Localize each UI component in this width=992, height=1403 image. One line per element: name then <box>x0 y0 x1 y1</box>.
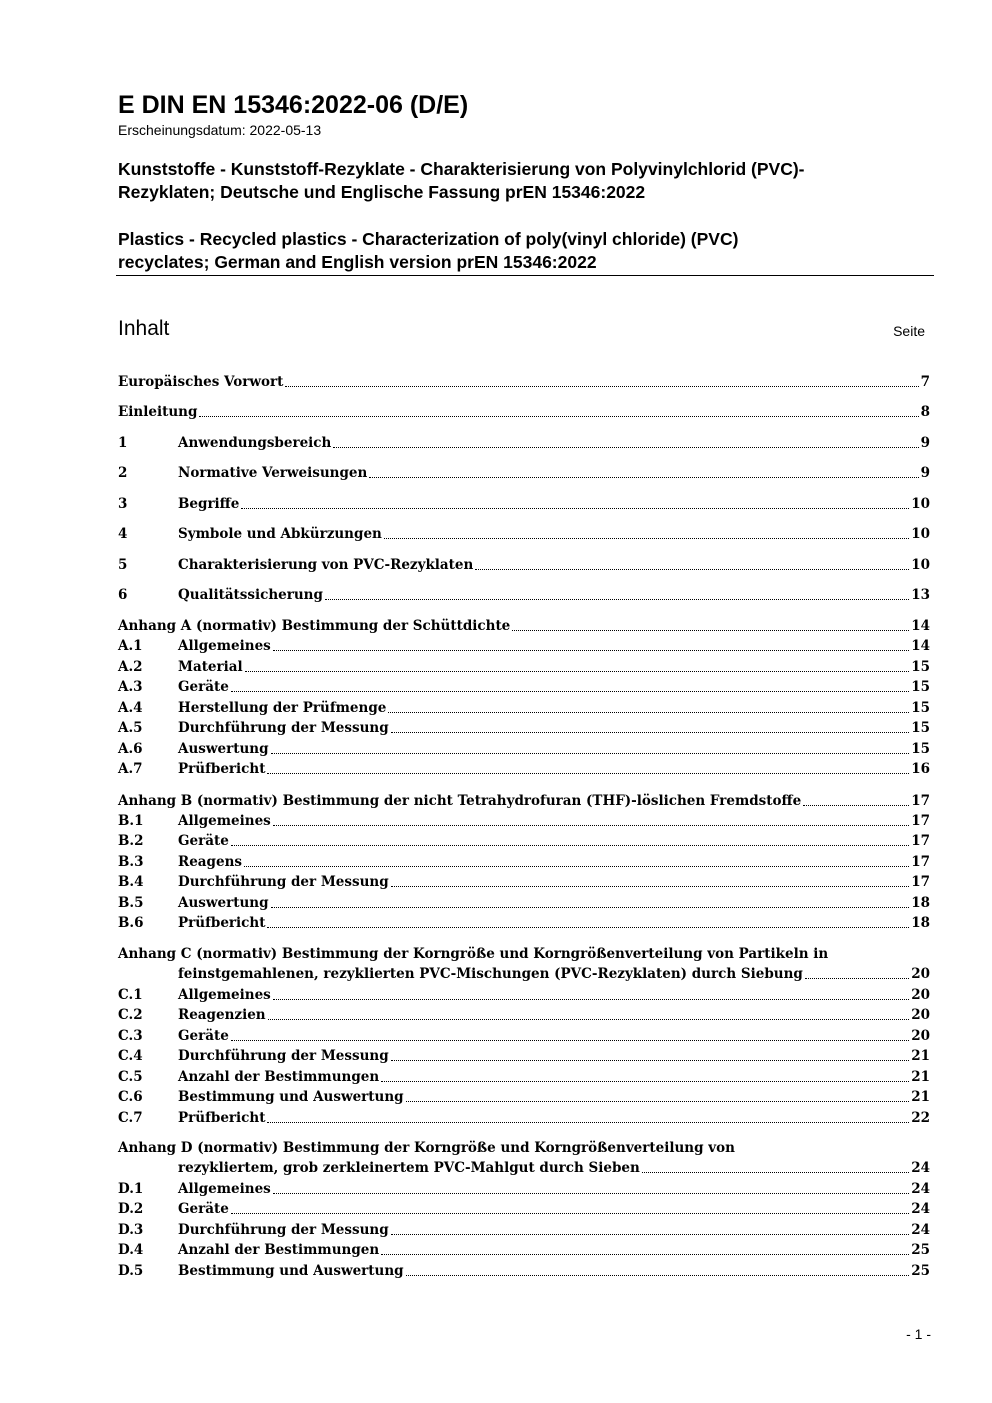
toc-entry-page: 21 <box>911 1048 930 1064</box>
toc-leader-dots <box>391 1060 910 1061</box>
title-german <box>118 158 938 204</box>
toc-entry-number: C.3 <box>118 1028 143 1044</box>
toc-entry[interactable] <box>118 616 930 636</box>
toc-leader-dots <box>325 599 909 600</box>
toc-leader-dots <box>244 866 909 867</box>
toc-entry-number: B.2 <box>118 833 144 849</box>
toc-entry[interactable] <box>118 1108 930 1128</box>
toc-entry-page: 10 <box>911 496 930 512</box>
toc-entry-title: Geräte <box>178 833 229 849</box>
toc-entry-title: Reagenzien <box>178 1007 266 1023</box>
toc-leader-dots <box>241 508 909 509</box>
toc-entry[interactable] <box>118 585 930 605</box>
toc-entry[interactable] <box>118 1240 930 1260</box>
toc-entry-page: 21 <box>911 1089 930 1105</box>
toc-entry-title: Bestimmung und Auswertung <box>178 1263 404 1279</box>
toc-leader-dots <box>803 805 909 806</box>
toc-entry-title: Einleitung <box>118 404 198 420</box>
toc-entry-page: 15 <box>911 679 930 695</box>
toc-entry-title: Durchführung der Messung <box>178 874 389 890</box>
toc-entry-number: C.1 <box>118 987 143 1003</box>
toc-entry[interactable] <box>118 1087 930 1107</box>
title-german-line-2: Rezyklaten; Deutsche und Englische Fassung prEN 15346:2022 <box>118 182 646 202</box>
toc-entry-title: Anhang B (normativ) Bestimmung der nicht Tetrahydrofuran (THF)-löslichen Fremdstoffe <box>118 793 802 809</box>
toc-entry[interactable] <box>118 831 930 851</box>
toc-entry-number: A.4 <box>118 700 143 716</box>
toc-entry-title: Anwendungsbereich <box>178 435 332 451</box>
toc-entry-page: 20 <box>911 1028 930 1044</box>
toc-entry-number: B.1 <box>118 813 144 829</box>
toc-entry-number: 5 <box>118 557 128 573</box>
toc-leader-dots <box>231 845 909 846</box>
toc-entry-page: 15 <box>911 659 930 675</box>
toc-entry-page: 15 <box>911 720 930 736</box>
toc-entry-page: 24 <box>911 1181 930 1197</box>
toc-leader-dots <box>805 978 909 979</box>
toc-entry-page: 20 <box>911 1007 930 1023</box>
toc-entry[interactable] <box>118 677 930 697</box>
toc-entry[interactable] <box>118 1220 930 1240</box>
toc-entry[interactable] <box>118 718 930 738</box>
toc-entry-title: Prüfbericht <box>178 761 266 777</box>
toc-entry-page: 22 <box>911 1110 930 1126</box>
toc-entry-title: Allgemeines <box>178 987 271 1003</box>
toc-entry-page: 17 <box>911 793 930 809</box>
toc-entry-title: Allgemeines <box>178 813 271 829</box>
toc-leader-dots <box>391 886 910 887</box>
toc-heading: Inhalt <box>118 317 170 340</box>
toc-entry-page: 9 <box>920 435 930 451</box>
toc-entry[interactable] <box>118 811 930 831</box>
toc-leader-dots <box>273 999 909 1000</box>
toc-entry-page: 14 <box>911 638 930 654</box>
toc-entry[interactable] <box>118 985 930 1005</box>
toc-entry[interactable] <box>118 433 930 453</box>
toc-entry-number: 3 <box>118 496 128 512</box>
toc-entry[interactable] <box>118 791 930 811</box>
toc-entry[interactable] <box>118 1067 930 1087</box>
title-divider <box>116 275 934 276</box>
toc-entry-title: Prüfbericht <box>178 915 266 931</box>
toc-entry-number: 2 <box>118 465 128 481</box>
toc-leader-dots <box>391 1234 910 1235</box>
toc-entry-title: Bestimmung und Auswertung <box>178 1089 404 1105</box>
toc-entry-title: Anhang A (normativ) Bestimmung der Schüttdichte <box>118 618 511 634</box>
title-german-line-1: Kunststoffe - Kunststoff-Rezyklate - Charakterisierung von Polyvinylchlorid (PVC)- <box>118 159 805 179</box>
toc-entry-title: Herstellung der Prüfmenge <box>178 700 387 716</box>
toc-entry-number: D.1 <box>118 1181 144 1197</box>
toc-leader-dots <box>267 773 909 774</box>
toc-entry[interactable] <box>118 524 930 544</box>
toc-entry-title: Qualitätssicherung <box>178 587 323 603</box>
toc-entry-number: B.6 <box>118 915 144 931</box>
toc-leader-dots <box>406 1275 910 1276</box>
toc-leader-dots <box>268 1019 910 1020</box>
toc-entry-page: 24 <box>911 1222 930 1238</box>
toc-entry[interactable] <box>118 494 930 514</box>
toc-entry[interactable] <box>118 402 930 422</box>
title-english <box>118 228 938 274</box>
toc-entry-page: 10 <box>911 526 930 542</box>
toc-entry-page: 14 <box>911 618 930 634</box>
toc-entry-page: 25 <box>911 1263 930 1279</box>
toc-entry-title: Charakterisierung von PVC-Rezyklaten <box>178 557 474 573</box>
toc-entry-page: 18 <box>911 895 930 911</box>
toc-leader-dots <box>381 1254 909 1255</box>
toc-entry[interactable] <box>118 893 930 913</box>
document-title: E DIN EN 15346:2022-06 (D/E) <box>118 91 469 119</box>
toc-entry-page: 20 <box>911 987 930 1003</box>
toc-entry-title: Anhang D (normativ) Bestimmung der Korngröße und Korngrößenverteilung von <box>118 1140 735 1156</box>
toc-entry[interactable] <box>118 1261 930 1281</box>
toc-entry-title: Durchführung der Messung <box>178 1048 389 1064</box>
toc-entry[interactable] <box>118 1005 930 1025</box>
toc-entry[interactable] <box>118 657 930 677</box>
toc-entry-number: 6 <box>118 587 128 603</box>
page-number: - 1 - <box>906 1326 931 1342</box>
toc-leader-dots <box>273 650 909 651</box>
toc-entry-page: 18 <box>911 915 930 931</box>
toc-entry[interactable] <box>118 759 930 779</box>
toc-entry-number: B.5 <box>118 895 144 911</box>
toc-entry[interactable] <box>118 555 930 575</box>
toc-entry[interactable] <box>118 872 930 892</box>
toc-entry-page: 10 <box>911 557 930 573</box>
toc-entry-page: 17 <box>911 833 930 849</box>
toc-entry-number: 4 <box>118 526 128 542</box>
toc-entry-page: 13 <box>911 587 930 603</box>
toc-entry-title: Durchführung der Messung <box>178 720 389 736</box>
toc-entry-title: Allgemeines <box>178 638 271 654</box>
toc-entry[interactable] <box>118 1199 930 1219</box>
toc-entry-title: Geräte <box>178 679 229 695</box>
toc-entry[interactable] <box>118 698 930 718</box>
toc-leader-dots <box>245 671 910 672</box>
toc-entry-page: 17 <box>911 854 930 870</box>
toc-entry-number: A.5 <box>118 720 143 736</box>
toc-entry-number: B.3 <box>118 854 144 870</box>
toc-entry-number: C.6 <box>118 1089 143 1105</box>
release-date: Erscheinungsdatum: 2022-05-13 <box>118 122 322 138</box>
toc-entry-title: Normative Verweisungen <box>178 465 368 481</box>
toc-entry-title: Begriffe <box>178 496 240 512</box>
toc-leader-dots <box>381 1081 909 1082</box>
title-english-line-2: recyclates; German and English version prEN 15346:2022 <box>118 252 597 272</box>
toc-entry-title: Geräte <box>178 1201 229 1217</box>
toc-leader-dots <box>333 447 918 448</box>
toc-entry-title: Prüfbericht <box>178 1110 266 1126</box>
title-english-line-1: Plastics - Recycled plastics - Characterization of poly(vinyl chloride) (PVC) <box>118 229 739 249</box>
toc-leader-dots <box>512 630 909 631</box>
toc-entry-page: 25 <box>911 1242 930 1258</box>
toc-entry[interactable] <box>118 1046 930 1066</box>
toc-entry-page: 15 <box>911 741 930 757</box>
toc-entry-page: 16 <box>911 761 930 777</box>
toc-leader-dots <box>267 927 909 928</box>
toc-entry-number: C.5 <box>118 1069 143 1085</box>
toc-entry-number: C.2 <box>118 1007 143 1023</box>
toc-entry-number: B.4 <box>118 874 144 890</box>
toc-leader-dots <box>391 732 910 733</box>
toc-entry-page: 7 <box>920 374 930 390</box>
toc-leader-dots <box>285 386 918 387</box>
toc-leader-dots <box>271 907 910 908</box>
toc-entry-title-continued: feinstgemahlenen, rezyklierten PVC-Mischungen (PVC-Rezyklaten) durch Siebung <box>178 966 803 982</box>
toc-leader-dots <box>406 1101 910 1102</box>
toc-entry-title: Durchführung der Messung <box>178 1222 389 1238</box>
toc-leader-dots <box>273 1193 909 1194</box>
toc-entry-title: Auswertung <box>178 895 269 911</box>
toc-entry-title: Europäisches Vorwort <box>118 374 284 390</box>
toc-entry-page: 20 <box>911 966 930 982</box>
toc-entry-page: 8 <box>920 404 930 420</box>
toc-entry-page: 15 <box>911 700 930 716</box>
toc-entry-number: A.6 <box>118 741 143 757</box>
toc-entry[interactable] <box>118 913 930 933</box>
toc-entry-number: A.3 <box>118 679 143 695</box>
toc-entry-page: 17 <box>911 813 930 829</box>
toc-entry-title: Material <box>178 659 243 675</box>
toc-entry-number: 1 <box>118 435 128 451</box>
toc-leader-dots <box>388 712 909 713</box>
page-column-label: Seite <box>893 323 925 339</box>
toc-entry-title: Reagens <box>178 854 242 870</box>
toc-entry-title: Geräte <box>178 1028 229 1044</box>
toc-leader-dots <box>231 1040 909 1041</box>
toc-leader-dots <box>199 416 918 417</box>
toc-entry[interactable] <box>118 739 930 759</box>
toc-entry-number: D.3 <box>118 1222 144 1238</box>
toc-leader-dots <box>231 1213 909 1214</box>
toc-leader-dots <box>642 1172 909 1173</box>
toc-entry-page: 21 <box>911 1069 930 1085</box>
toc-entry-title-continued: rezykliertem, grob zerkleinertem PVC-Mahlgut durch Sieben <box>178 1160 640 1176</box>
toc-entry-page: 24 <box>911 1160 930 1176</box>
toc-entry-title: Allgemeines <box>178 1181 271 1197</box>
toc-entry-page: 9 <box>920 465 930 481</box>
toc-leader-dots <box>369 477 918 478</box>
toc-entry[interactable] <box>118 1138 930 1178</box>
toc-entry-page: 24 <box>911 1201 930 1217</box>
toc-entry-number: C.4 <box>118 1048 143 1064</box>
toc-entry-number: A.2 <box>118 659 143 675</box>
toc-entry-title: Anzahl der Bestimmungen <box>178 1069 380 1085</box>
toc-entry-page: 17 <box>911 874 930 890</box>
toc-entry-number: A.7 <box>118 761 143 777</box>
toc-leader-dots <box>231 691 909 692</box>
toc-leader-dots <box>475 569 909 570</box>
toc-entry-number: C.7 <box>118 1110 143 1126</box>
toc-entry[interactable] <box>118 636 930 656</box>
toc-entry[interactable] <box>118 1026 930 1046</box>
toc-entry[interactable] <box>118 1179 930 1199</box>
toc-entry[interactable] <box>118 852 930 872</box>
toc-entry-title: Auswertung <box>178 741 269 757</box>
toc-leader-dots <box>267 1122 909 1123</box>
toc-entry-title: Anzahl der Bestimmungen <box>178 1242 380 1258</box>
toc-leader-dots <box>384 538 909 539</box>
toc-entry-number: D.5 <box>118 1263 144 1279</box>
toc-entry[interactable] <box>118 463 930 483</box>
toc-leader-dots <box>271 753 910 754</box>
toc-entry-number: D.2 <box>118 1201 144 1217</box>
toc-entry[interactable] <box>118 944 930 984</box>
toc-entry-number: A.1 <box>118 638 143 654</box>
toc-entry-title: Anhang C (normativ) Bestimmung der Korngröße und Korngrößenverteilung von Partikeln in <box>118 946 829 962</box>
toc-entry[interactable] <box>118 372 930 392</box>
toc-leader-dots <box>273 825 909 826</box>
toc-entry-number: D.4 <box>118 1242 144 1258</box>
toc-entry-title: Symbole und Abkürzungen <box>178 526 382 542</box>
